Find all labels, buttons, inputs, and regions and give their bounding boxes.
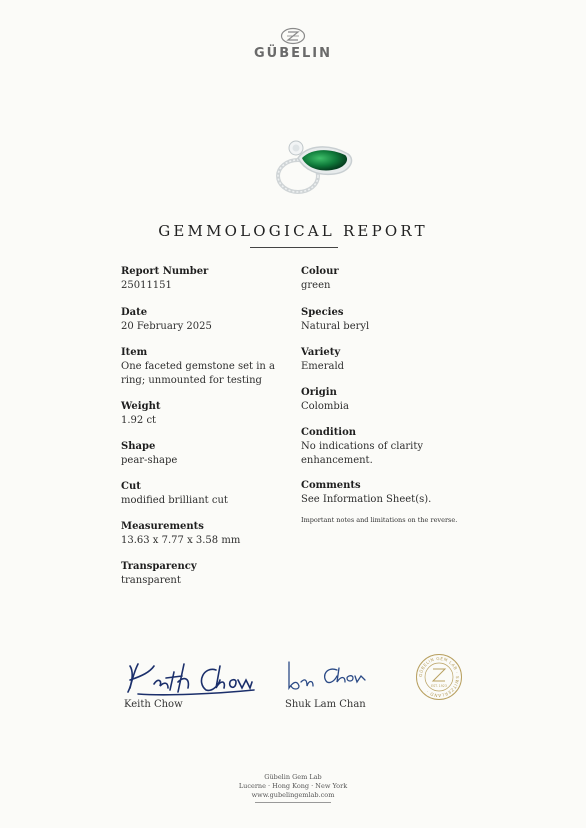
field-comments	[301, 479, 476, 507]
field-species	[301, 306, 476, 334]
gubelin-emblem-icon	[280, 27, 306, 45]
field-cut	[121, 480, 296, 508]
footer-cities: Lucerne · Hong Kong · New York	[238, 782, 348, 790]
field-value: 20 February 2025	[121, 321, 212, 332]
brand-name: GÜBELIN	[253, 46, 333, 61]
seal-ring-text: GÜBELIN GEM LAB · SWITZERLAND ·	[417, 655, 461, 699]
footer-divider	[255, 802, 331, 803]
signature-shuk-lam-chan	[283, 660, 369, 694]
field-value: Colombia	[301, 401, 349, 412]
gubelin-gem-lab-seal-icon	[415, 653, 463, 701]
field-value: See Information Sheet(s).	[301, 494, 432, 505]
footer-lab: Gübelin Gem Lab	[264, 773, 322, 781]
field-item	[121, 346, 291, 388]
field-value: transparent	[121, 575, 181, 586]
field-report-number	[121, 265, 296, 293]
field-value: pear-shape	[121, 455, 178, 466]
field-date	[121, 306, 296, 334]
field-value: Emerald	[301, 361, 345, 372]
field-colour	[301, 265, 476, 293]
field-label: Measurements	[121, 521, 204, 532]
field-value: green	[301, 280, 331, 291]
field-label: Item	[121, 347, 148, 358]
field-origin	[301, 386, 476, 414]
field-label: Species	[301, 307, 344, 318]
field-value: modified brilliant cut	[121, 495, 228, 506]
field-value: 25011151	[121, 280, 172, 291]
field-label: Colour	[301, 266, 339, 277]
footer	[0, 773, 586, 800]
field-variety	[301, 346, 476, 374]
field-label: Variety	[301, 347, 341, 358]
field-shape	[121, 440, 296, 468]
field-value: No indications of clarity enhancement.	[301, 441, 424, 466]
signature-keith-chow	[124, 658, 256, 698]
emerald-ring-image	[268, 134, 358, 196]
signatory-name: Shuk Lam Chan	[285, 699, 366, 710]
field-label: Weight	[121, 401, 161, 412]
field-measurements	[121, 520, 296, 548]
field-condition	[301, 426, 431, 468]
field-label: Report Number	[121, 266, 209, 277]
field-label: Date	[121, 307, 148, 318]
field-label: Shape	[121, 441, 156, 452]
reverse-notes: Important notes and limitations on the reverse.	[301, 516, 458, 524]
field-value: Natural beryl	[301, 321, 370, 332]
footer-website[interactable]: www.gubelingemlab.com	[251, 791, 335, 799]
field-transparency	[121, 560, 296, 588]
field-label: Transparency	[121, 561, 197, 572]
seal-center-text: EST. 1923	[431, 684, 447, 688]
report-title: GEMMOLOGICAL REPORT	[158, 222, 428, 240]
field-label: Origin	[301, 387, 337, 398]
field-value: 13.63 x 7.77 x 3.58 mm	[121, 535, 241, 546]
title-divider	[250, 247, 338, 248]
field-value: 1.92 ct	[121, 415, 157, 426]
field-label: Cut	[121, 481, 141, 492]
field-label: Comments	[301, 480, 361, 491]
field-label: Condition	[301, 427, 357, 438]
field-weight	[121, 400, 296, 428]
field-value: One faceted gemstone set in a ring; unmounted for testing	[121, 361, 275, 386]
signatory-name: Keith Chow	[124, 699, 183, 710]
svg-text:GÜBELIN GEM LAB · SWITZERLAND	[418, 656, 460, 698]
